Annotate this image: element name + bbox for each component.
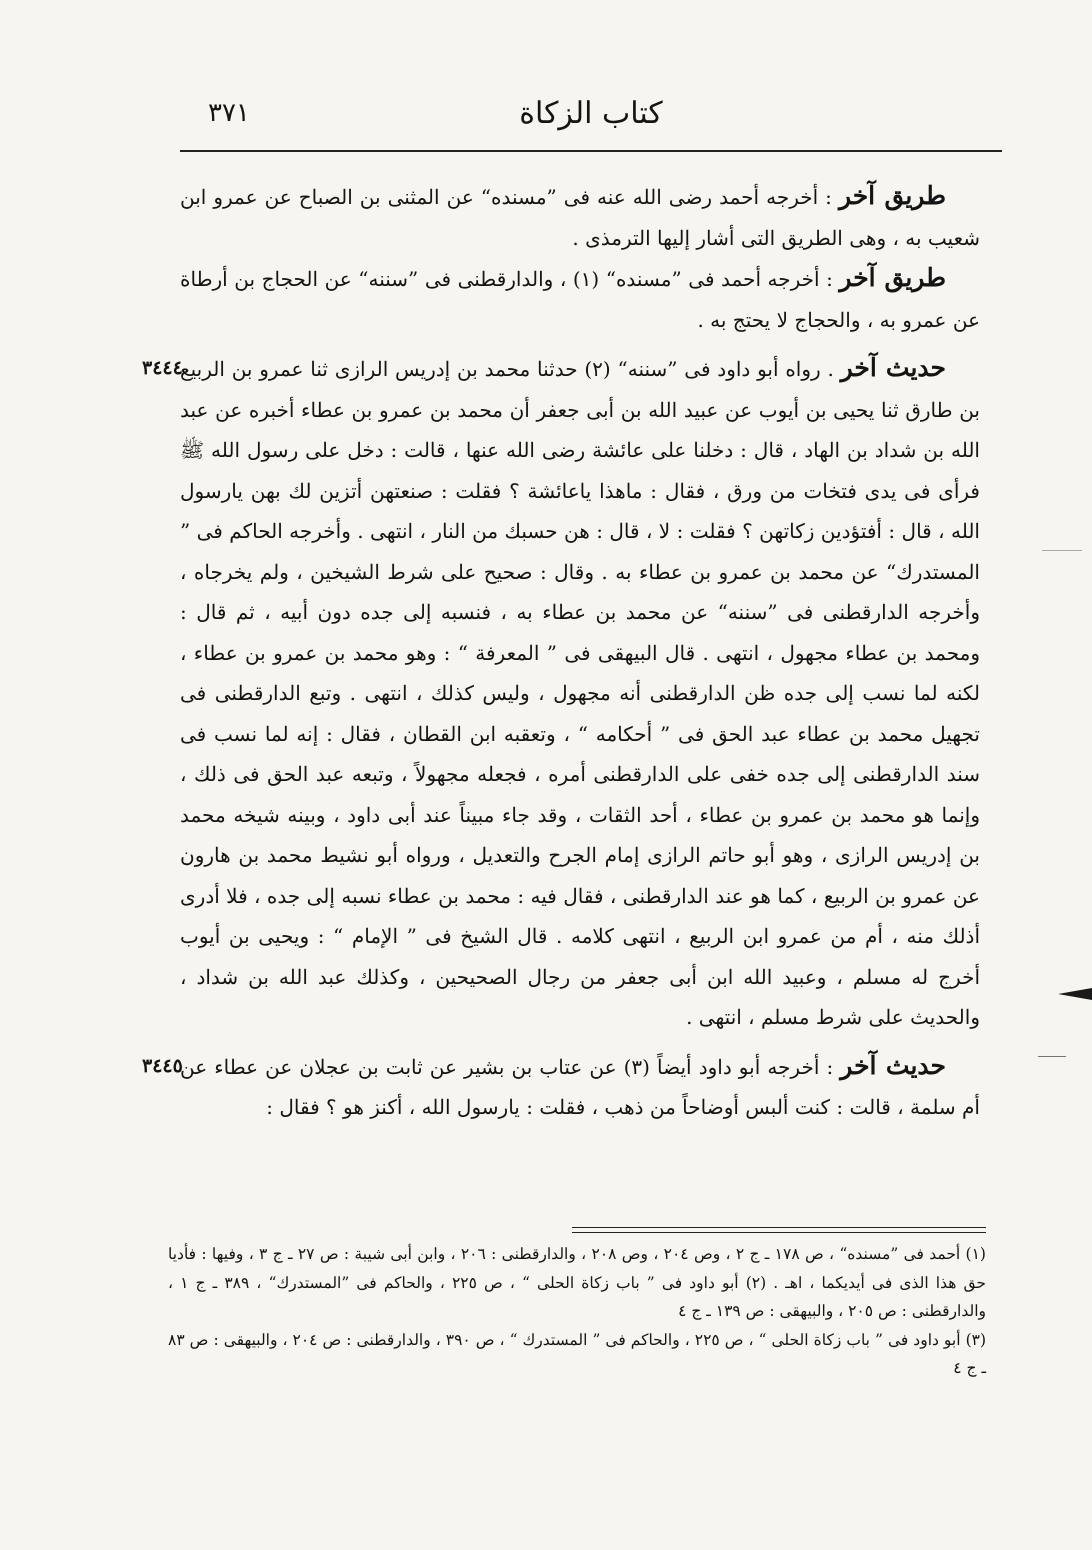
paragraph (180, 258, 980, 340)
footnote: (١) أحمد فى ”مسنده“ ، ص ١٧٨ ـ ج ٢ ، وص ٢٠٤ ، وص ٢٠٨ ، والدارقطنى : ٢٠٦ ، وابن أبى شيبة : ص ٢٧ ـ ج ٣ ، وفيها : فأديا حق هذا الذى فى أيديكما ، اهـ . (٢) أبو داود فى ” باب زكاة الحلى “ ، ص ٢٢٥ ، والحاكم فى ”المستدرك“ ، ٣٨٩ ـ ج ١ ، والدارقطنى : ص ٢٠٥ ، والبيهقى : ص ١٣٩ ـ ج ٤ (168, 1245, 986, 1320)
page-number: ٣٧١ (208, 98, 250, 128)
paragraph-lead: حديث آخر (840, 1050, 946, 1080)
main-text (142, 176, 980, 1128)
hadith-number: ٣٤٤٥ (142, 1054, 183, 1077)
footnote-separator (572, 1227, 986, 1233)
margin-arrow-icon (1058, 988, 1092, 1000)
footnotes (168, 1240, 986, 1383)
margin-tick (1038, 1056, 1066, 1057)
footnote: (٣) أبو داود فى ” باب زكاة الحلى “ ، ص ٢٢٥ ، والحاكم فى ” المستدرك “ ، ص ٣٩٠ ، والدارقطنى : ص ٢٠٤ ، والبيهقى : ص ٨٣ ـ ج ٤ (168, 1330, 987, 1377)
hadith-number: ٣٤٤٤ (142, 357, 183, 379)
header-rule (180, 150, 1002, 152)
paragraph-lead: حديث آخر (840, 353, 946, 382)
paragraph-lead: طريق آخر (839, 263, 946, 292)
margin-tick (1042, 550, 1082, 551)
paragraph-lead: طريق آخر (838, 181, 946, 210)
paragraph (142, 348, 980, 1038)
chapter-title: كتاب الزكاة (519, 96, 663, 131)
paragraph (142, 1046, 980, 1128)
margin-mark (1058, 985, 1092, 997)
paragraph (180, 176, 980, 258)
running-header (180, 92, 1002, 142)
paragraph-text: : أخرجه أحمد رضى الله عنه فى ”مسنده“ عن المثنى بن الصباح عن عمرو ابن شعيب به ، وهى الطريق التى أشار إليها الترمذى . (180, 185, 980, 250)
paragraph-text: : أخرجه أبو داود أيضاً (٣) عن عتاب بن بشير عن ثابت بن عجلان عن عطاء عن أم سلمة ، قالت : كنت ألبس أوضاحاً من ذهب ، فقلت : يارسول الله ، أكنز هو ؟ فقال : (180, 1054, 980, 1119)
paragraph-text: : أخرجه أحمد فى ”مسنده“ (١) ، والدارقطنى فى ”سننه“ عن الحجاج بن أرطاة عن عمرو به ، والحجاج لا يحتج به . (180, 267, 980, 332)
paragraph-text: . رواه أبو داود فى ”سننه“ (٢) حدثنا محمد بن إدريس الرازى ثنا عمرو بن الربيع بن طارق ثنا يحيى بن أيوب عن عبيد الله بن أبى جعفر أن محمد بن عمرو بن عطاء أخبره عن عبد الله بن شداد بن الهاد ، قال : دخلنا على عائشة رضى الله عنها ، قالت : دخل على رسول الله ﷺ فرأى فى يدى فتخات من ورق ، فقال : ماهذا ياعائشة ؟ فقلت : صنعتهن أتزين لك بهن يارسول الله ، قال : أفتؤدين زكاتهن ؟ فقلت : لا ، قال : هن حسبك من النار ، انتهى . وأخرجه الحاكم فى ” المستدرك“ عن محمد بن عمرو بن عطاء به . وقال : صحيح على شرط الشيخين ، ولم يخرجاه ، وأخرجه الدارقطنى فى ”سننه“ عن محمد بن عطاء به ، فنسبه إلى جده دون أبيه ، ثم قال : ومحمد بن عطاء مجهول ، انتهى . قال البيهقى فى ” المعرفة “ : وهو محمد بن عمرو بن عطاء ، لكنه لما نسب إلى جده ظن الدارقطنى أنه مجهول ، وليس كذلك ، انتهى . وتبع الدارقطنى فى تجهيل محمد بن عطاء عبد الحق فى ” أحكامه “ ، وتعقبه ابن القطان ، فقال : إنه لما نسب فى سند الدارقطنى إلى جده خفى على الدارقطنى أمره ، فجعله مجهولاً ، وتبعه عبد الحق فى ذلك ، وإنما هو محمد بن عمرو بن عطاء ، أحد الثقات ، وقد جاء مبيناً عند أبى داود ، وبينه شيخه محمد بن إدريس الرازى ، وهو أبو حاتم الرازى إمام الجرح والتعديل ، ورواه أبو نشيط محمد بن هارون عن عمرو بن الربيع ، كما هو عند الدارقطنى ، فقال فيه : محمد بن عطاء نسبه إلى جده ، فلا أدرى أذلك منه ، أم من عمرو ابن الربيع ، انتهى كلامه . قال الشيخ فى ” الإمام “ : ويحيى بن أيوب أخرج له مسلم ، وعبيد الله ابن أبى جعفر من رجال الصحيحين ، وكذلك عبد الله بن شداد ، والحديث على شرط مسلم ، انتهى . (180, 357, 980, 1029)
